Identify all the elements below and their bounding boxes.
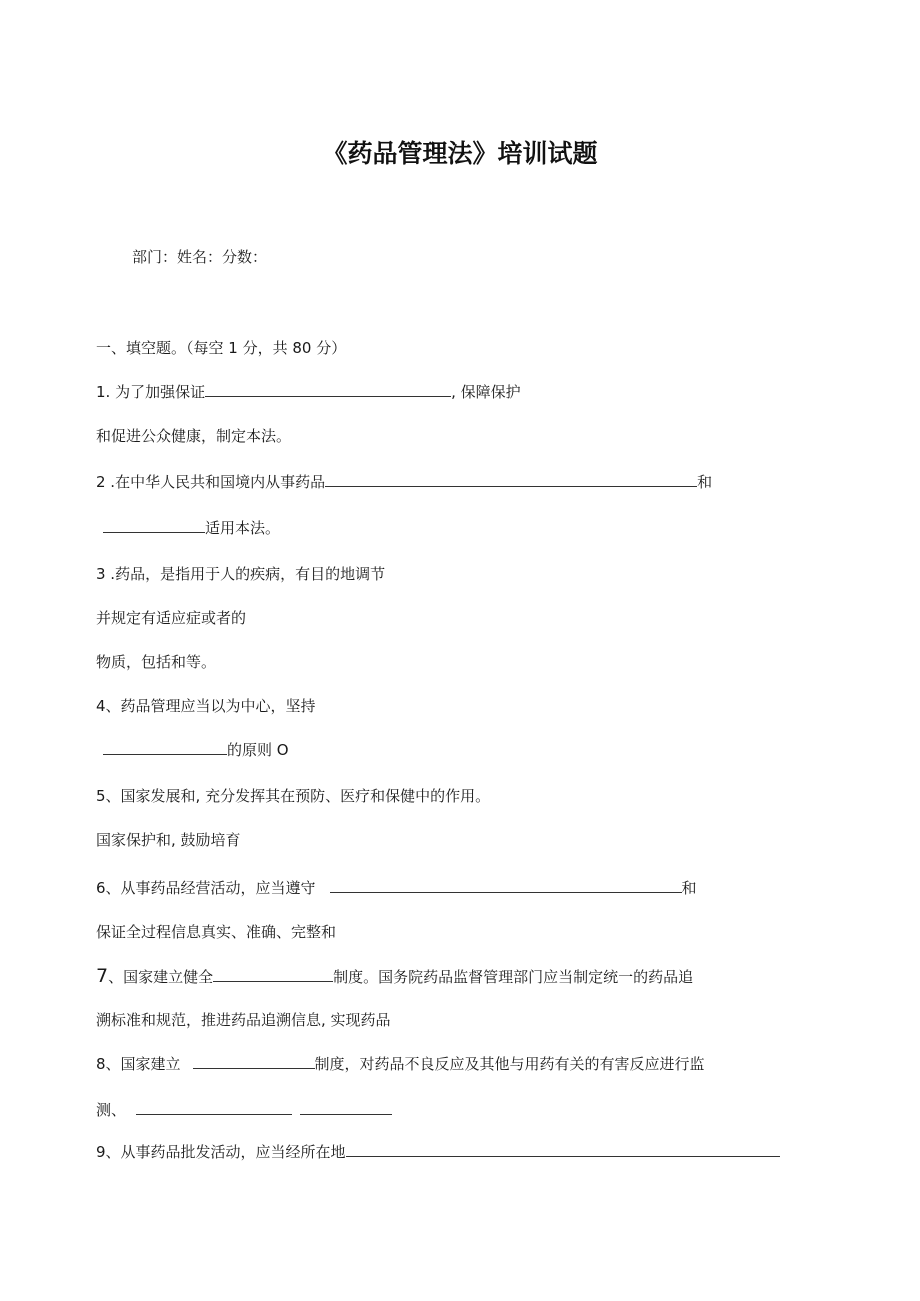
q2-blank-1[interactable] bbox=[325, 472, 697, 487]
question-7-line-1 bbox=[96, 966, 693, 987]
q2-blank-2[interactable] bbox=[103, 518, 205, 533]
q2-text-b: 和 bbox=[697, 473, 713, 491]
question-2-line-2 bbox=[103, 518, 280, 538]
q6-text-a: 6、从事药品经营活动，应当遵守 bbox=[96, 879, 316, 897]
question-1-line-2: 和促进公众健康，制定本法。 bbox=[96, 427, 292, 445]
section-heading: 一、填空题。（每空 1 分，共 80 分） bbox=[96, 339, 347, 357]
question-8-line-1 bbox=[96, 1054, 705, 1074]
q2-text-c: 适用本法。 bbox=[205, 519, 281, 537]
q1-text-b: , 保障保护 bbox=[451, 383, 521, 401]
question-3-line-2: 并规定有适应症或者的 bbox=[96, 609, 247, 627]
q8-text-c: 测、 bbox=[96, 1101, 127, 1119]
question-3-line-1: 3 .药品，是指用于人的疾病，有目的地调节 bbox=[96, 565, 386, 583]
question-4-line-2 bbox=[103, 740, 289, 760]
q7-text-a: 、国家建立健全 bbox=[108, 968, 214, 986]
question-2-line-1 bbox=[96, 472, 712, 492]
question-5-line-2: 国家保护和, 鼓励培育 bbox=[96, 831, 241, 849]
info-line: 部门：姓名：分数： bbox=[132, 248, 268, 266]
q8-blank-1[interactable] bbox=[193, 1054, 315, 1069]
question-7-line-2: 溯标准和规范，推进药品追溯信息, 实现药品 bbox=[96, 1011, 391, 1029]
q7-blank-1[interactable] bbox=[213, 967, 333, 982]
question-4-line-1: 4、药品管理应当以为中心，坚持 bbox=[96, 697, 316, 715]
question-6-line-2: 保证全过程信息真实、准确、完整和 bbox=[96, 923, 337, 941]
question-5-line-1: 5、国家发展和, 充分发挥其在预防、医疗和保健中的作用。 bbox=[96, 787, 491, 805]
q8-text-b: 制度，对药品不良反应及其他与用药有关的有害反应进行监 bbox=[314, 1055, 705, 1073]
question-8-line-2 bbox=[96, 1100, 392, 1120]
question-1-line-1 bbox=[96, 382, 521, 402]
question-3-line-3: 物质，包括和等。 bbox=[96, 653, 217, 671]
document-title: 《药品管理法》培训试题 bbox=[322, 139, 598, 168]
q7-number: 7 bbox=[96, 965, 109, 987]
q1-text-a: 1. 为了加强保证 bbox=[96, 383, 206, 401]
q1-blank-1[interactable] bbox=[205, 382, 451, 397]
question-9-line-1 bbox=[96, 1142, 780, 1162]
q6-blank-1[interactable] bbox=[330, 878, 682, 893]
q9-blank-1[interactable] bbox=[346, 1142, 780, 1157]
q2-text-a: 2 .在中华人民共和国境内从事药品 bbox=[96, 473, 326, 491]
q8-blank-2[interactable] bbox=[136, 1100, 292, 1115]
q4-text-b: 的原则 O bbox=[227, 741, 289, 759]
q8-blank-3[interactable] bbox=[300, 1100, 392, 1115]
question-6-line-1 bbox=[96, 878, 697, 898]
q4-blank-1[interactable] bbox=[103, 740, 227, 755]
q7-text-b: 制度。国务院药品监督管理部门应当制定统一的药品追 bbox=[333, 968, 694, 986]
q8-text-a: 8、国家建立 bbox=[96, 1055, 181, 1073]
q9-text-a: 9、从事药品批发活动，应当经所在地 bbox=[96, 1143, 346, 1161]
q6-text-b: 和 bbox=[681, 879, 697, 897]
